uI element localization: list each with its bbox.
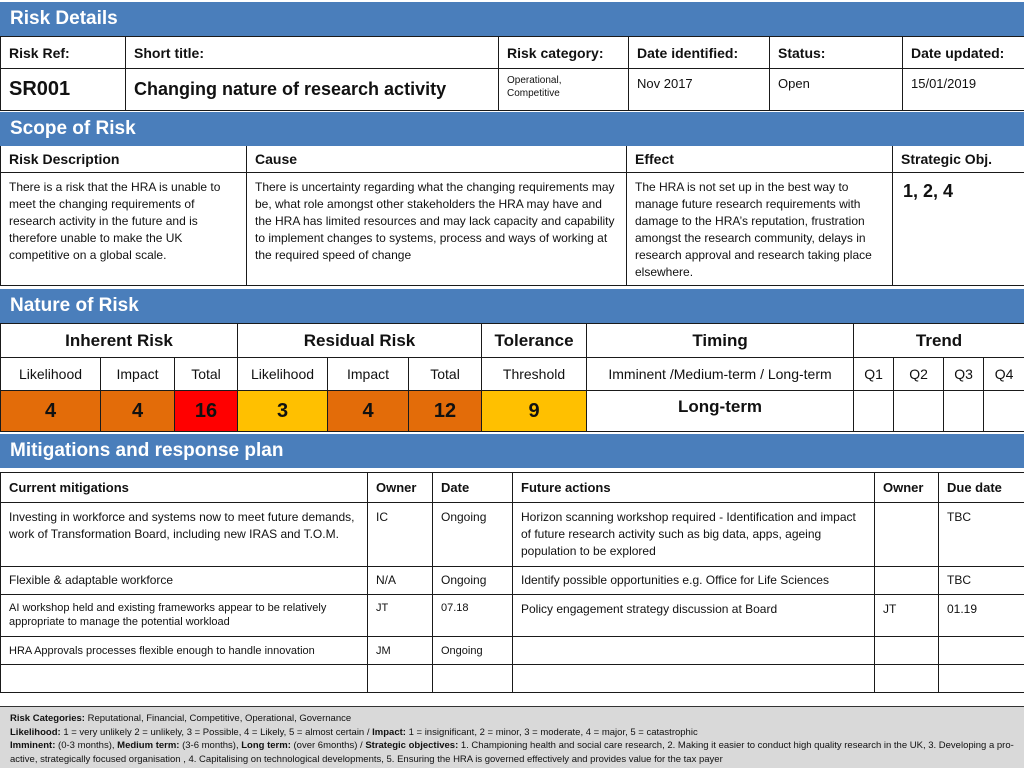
residual-total-label: Total: [409, 358, 482, 391]
trend-q4-label: Q4: [984, 358, 1024, 391]
risk-description-label: Risk Description: [1, 146, 247, 172]
current-mitigation: HRA Approvals processes flexible enough to handle innovation: [1, 637, 368, 665]
legend-likelihood-impact: Likelihood: 1 = very unlikely 2 = unlikely, 3 = Possible, 4 = Likely, 5 = almost certain / Impact: 1 = insignificant, 2 = minor, 3 = moderate, 4 = major, 5 = catastrophic: [10, 726, 698, 738]
scope-header: Scope of Risk: [0, 112, 1024, 146]
risk-ref-label: Risk Ref:: [1, 37, 126, 69]
current-mitigation: [1, 665, 368, 693]
current-mitigation: Investing in workforce and systems now to meet future demands, work of Transformation Board, including new IRAS and T.O.M.: [1, 503, 368, 567]
mitigations-table: [0, 472, 1024, 693]
inherent-total-label: Total: [175, 358, 238, 391]
date-header: Date: [433, 473, 513, 503]
risk-details-table: [0, 36, 1024, 111]
tolerance-header: Tolerance: [482, 324, 587, 358]
due-date: [939, 637, 1024, 665]
future-actions-header: Future actions: [513, 473, 875, 503]
trend-q1-label: Q1: [854, 358, 894, 391]
risk-category-label: Risk category:: [499, 37, 629, 69]
nature-table: [0, 323, 1024, 432]
future-owner: [875, 567, 939, 595]
mitigation-date: Ongoing: [433, 503, 513, 567]
date-identified-value: Nov 2017: [629, 69, 770, 111]
timing-value: Long-term: [587, 391, 854, 432]
trend-q3-label: Q3: [944, 358, 984, 391]
inherent-likelihood-label: Likelihood: [1, 358, 101, 391]
inherent-likelihood-value: 4: [1, 391, 101, 432]
residual-total-value: 12: [409, 391, 482, 432]
due-date: [939, 665, 1024, 693]
inherent-impact-label: Impact: [101, 358, 175, 391]
future-action: Policy engagement strategy discussion at Board: [513, 595, 875, 637]
nature-header: Nature of Risk: [0, 289, 1024, 323]
table-row: [1, 665, 1024, 693]
mitigation-owner: [368, 665, 433, 693]
scope-table: [0, 146, 1024, 286]
strategic-obj-value: 1, 2, 4: [893, 172, 1024, 285]
threshold-label: Threshold: [482, 358, 587, 391]
mitigation-date: Ongoing: [433, 567, 513, 595]
inherent-impact-value: 4: [101, 391, 175, 432]
mitigation-date: Ongoing: [433, 637, 513, 665]
legend-categories: Risk Categories: Reputational, Financial, Competitive, Operational, Governance: [10, 713, 352, 724]
effect-text: The HRA is not set up in the best way to manage future research requirements with damage to the HRA’s reputation, frustration amongst the research community, delays in research approval and research taking place elsewhere.: [627, 172, 893, 285]
risk-description-text: There is a risk that the HRA is unable to meet the changing requirements of research activity in the future and is therefore unable to make the UK competitive on a global scale.: [1, 172, 247, 285]
due-date: 01.19: [939, 595, 1024, 637]
table-row: [1, 503, 1024, 567]
timing-header: Timing: [587, 324, 854, 358]
mitigation-owner: JT: [368, 595, 433, 637]
risk-category-value: Operational, Competitive: [499, 69, 629, 111]
trend-q2-value: [894, 391, 944, 432]
current-mitigation: AI workshop held and existing frameworks appear to be relatively appropriate to manage the potential workload: [1, 595, 368, 637]
threshold-value: 9: [482, 391, 587, 432]
future-owner-header: Owner: [875, 473, 939, 503]
table-row: [1, 595, 1024, 637]
effect-label: Effect: [627, 146, 893, 172]
table-row: [1, 637, 1024, 665]
residual-likelihood-value: 3: [238, 391, 328, 432]
future-owner: [875, 503, 939, 567]
residual-risk-header: Residual Risk: [238, 324, 482, 358]
residual-likelihood-label: Likelihood: [238, 358, 328, 391]
legend: [0, 706, 1024, 768]
status-value: Open: [770, 69, 903, 111]
mitigation-date: [433, 665, 513, 693]
short-title-value: Changing nature of research activity: [126, 69, 499, 111]
trend-q4-value: [984, 391, 1024, 432]
cause-label: Cause: [247, 146, 627, 172]
short-title-label: Short title:: [126, 37, 499, 69]
due-date: TBC: [939, 567, 1024, 595]
legend-timing-strategic: Imminent: (0-3 months), Medium term: (3-6 months), Long term: (over 6months) / Strategic objectives: 1. Championing health and social care research, 2. Making it easier to conduct high quality research in the UK, 3. Developing a pro-active, strategically focused organisation , 4. Capitalising on technological developments, 5. Ensuring the HRA is governed effectively and provides value for the tax payer: [10, 740, 1014, 765]
trend-header: Trend: [854, 324, 1024, 358]
due-date-header: Due date: [939, 473, 1024, 503]
current-mitigations-header: Current mitigations: [1, 473, 368, 503]
owner-header: Owner: [368, 473, 433, 503]
future-action: Horizon scanning workshop required - Identification and impact of future research activity such as big data, apps, ageing population to be explored: [513, 503, 875, 567]
future-action: [513, 637, 875, 665]
date-identified-label: Date identified:: [629, 37, 770, 69]
residual-impact-value: 4: [328, 391, 409, 432]
future-owner: JT: [875, 595, 939, 637]
inherent-risk-header: Inherent Risk: [1, 324, 238, 358]
residual-impact-label: Impact: [328, 358, 409, 391]
future-owner: [875, 665, 939, 693]
table-row: [1, 567, 1024, 595]
cause-text: There is uncertainty regarding what the changing requirements may be, what role amongst other stakeholders the HRA may have and the HRA has limited resources and may lack capacity and capability to implement changes to systems, process and ways of working at the required speed of change: [247, 172, 627, 285]
trend-q3-value: [944, 391, 984, 432]
inherent-total-value: 16: [175, 391, 238, 432]
mitigation-owner: N/A: [368, 567, 433, 595]
due-date: TBC: [939, 503, 1024, 567]
strategic-obj-label: Strategic Obj.: [893, 146, 1024, 172]
risk-details-header: Risk Details: [0, 2, 1024, 36]
date-updated-value: 15/01/2019: [903, 69, 1024, 111]
current-mitigation: Flexible & adaptable workforce: [1, 567, 368, 595]
trend-q1-value: [854, 391, 894, 432]
mitigation-owner: JM: [368, 637, 433, 665]
status-label: Status:: [770, 37, 903, 69]
future-action: [513, 665, 875, 693]
future-action: Identify possible opportunities e.g. Office for Life Sciences: [513, 567, 875, 595]
mitigation-owner: IC: [368, 503, 433, 567]
mitigations-header: Mitigations and response plan: [0, 434, 1024, 468]
mitigation-date: 07.18: [433, 595, 513, 637]
date-updated-label: Date updated:: [903, 37, 1024, 69]
future-owner: [875, 637, 939, 665]
trend-q2-label: Q2: [894, 358, 944, 391]
risk-ref-value: SR001: [1, 69, 126, 111]
timing-label: Imminent /Medium-term / Long-term: [587, 358, 854, 391]
